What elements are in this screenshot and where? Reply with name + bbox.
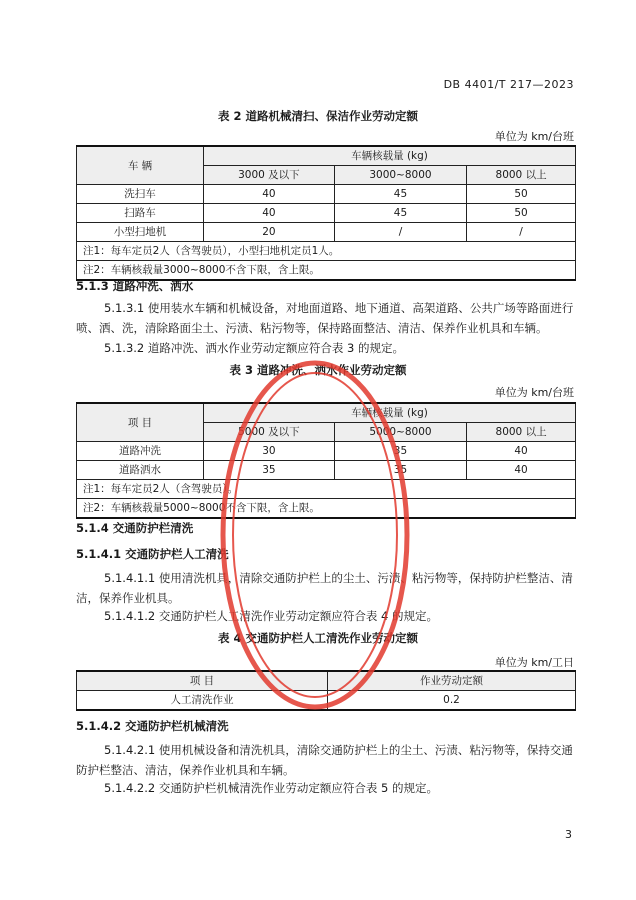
table-row: [77, 442, 576, 461]
paragraph: 5.1.3.1 使用装水车辆和机械设备，对地面道路、地下通道、高架道路、公共广场等路面进行喷、洒、洗，清除路面尘土、污渍、粘污物等，保持路面整洁、清洁、保养作业机具和车辆。: [76, 301, 574, 335]
table2-unit: 单位为 km/台班: [494, 130, 574, 143]
table3-unit: 单位为 km/台班: [494, 386, 574, 399]
table3-subheader: 5000~8000: [334, 423, 466, 442]
table2-caption: 表 2 道路机械清扫、保洁作业劳动定额: [217, 109, 418, 123]
section-heading: 5.1.4.1 交通防护栏人工清洗: [76, 547, 229, 561]
table-note: 注1：每车定员2人（含驾驶员）。: [77, 480, 576, 499]
table3-col-header: 项 目: [77, 403, 204, 442]
cell: 0.2: [328, 691, 576, 711]
cell: /: [334, 223, 466, 242]
cell: 35: [204, 461, 335, 480]
section-heading: 5.1.3 道路冲洗、洒水: [76, 279, 194, 293]
cell: 35: [334, 442, 466, 461]
paragraph: 5.1.4.2.2 交通防护栏机械清洗作业劳动定额应符合表 5 的规定。: [104, 781, 438, 795]
table2: [76, 145, 576, 281]
row-label: 道路冲洗: [77, 442, 204, 461]
table2-col-header: 车 辆: [77, 146, 204, 185]
table-note: 注1：每车定员2人（含驾驶员），小型扫地机定员1人。: [77, 242, 576, 261]
cell: 40: [204, 204, 335, 223]
cell: 40: [467, 461, 576, 480]
cell: 20: [204, 223, 335, 242]
row-label: 小型扫地机: [77, 223, 204, 242]
section-heading: 5.1.4.2 交通防护栏机械清洗: [76, 719, 229, 733]
paragraph: 5.1.4.1.2 交通防护栏人工清洗作业劳动定额应符合表 4 的规定。: [104, 609, 438, 623]
table4-col-header-2: 作业劳动定额: [328, 671, 576, 691]
table3-group-header: 车辆核载量 (kg): [204, 403, 576, 423]
cell: 40: [204, 185, 335, 204]
table-row: [77, 691, 576, 711]
row-label: 人工清洗作业: [77, 691, 328, 711]
cell: 30: [204, 442, 335, 461]
row-label: 道路洒水: [77, 461, 204, 480]
table3: [76, 402, 576, 519]
table2-subheader: 8000 以上: [467, 166, 576, 185]
table3-subheader: 5000 及以下: [204, 423, 335, 442]
table2-subheader: 3000~8000: [334, 166, 466, 185]
table-row: [77, 461, 576, 480]
table3-subheader: 8000 以上: [467, 423, 576, 442]
paragraph: 5.1.4.2.1 使用机械设备和清洗机具，清除交通防护栏上的尘土、污渍、粘污物等，保持交通防护栏整洁、清洁，保养作业机具和车辆。: [76, 743, 573, 777]
table-note: 注2：车辆核载量3000~8000不含下限，含上限。: [77, 261, 576, 281]
section-heading: 5.1.4 交通防护栏清洗: [76, 521, 194, 535]
table-row: [77, 204, 576, 223]
cell: 40: [467, 442, 576, 461]
table3-caption: 表 3 道路冲洗、洒水作业劳动定额: [229, 363, 407, 377]
cell: 35: [334, 461, 466, 480]
table-note: 注2：车辆核载量5000~8000不含下限，含上限。: [77, 499, 576, 519]
row-label: 洗扫车: [77, 185, 204, 204]
cell: 45: [334, 204, 466, 223]
table-row: [77, 185, 576, 204]
row-label: 扫路车: [77, 204, 204, 223]
table4: [76, 670, 576, 711]
paragraph: 5.1.4.1.1 使用清洗机具，清除交通防护栏上的尘土、污渍、粘污物等，保持防护栏整洁、清洁，保养作业机具。: [76, 571, 573, 605]
cell: 50: [467, 204, 576, 223]
page-number: 3: [565, 828, 572, 841]
table2-group-header: 车辆核载量 (kg): [204, 146, 576, 166]
cell: /: [467, 223, 576, 242]
table-row: [77, 223, 576, 242]
document-code: DB 4401/T 217—2023: [443, 78, 574, 91]
paragraph: 5.1.3.2 道路冲洗、洒水作业劳动定额应符合表 3 的规定。: [104, 341, 405, 355]
table2-subheader: 3000 及以下: [204, 166, 335, 185]
table4-unit: 单位为 km/工日: [494, 656, 574, 669]
cell: 45: [334, 185, 466, 204]
cell: 50: [467, 185, 576, 204]
table4-col-header: 项 目: [77, 671, 328, 691]
table4-caption: 表 4 交通防护栏人工清洗作业劳动定额: [217, 631, 418, 645]
